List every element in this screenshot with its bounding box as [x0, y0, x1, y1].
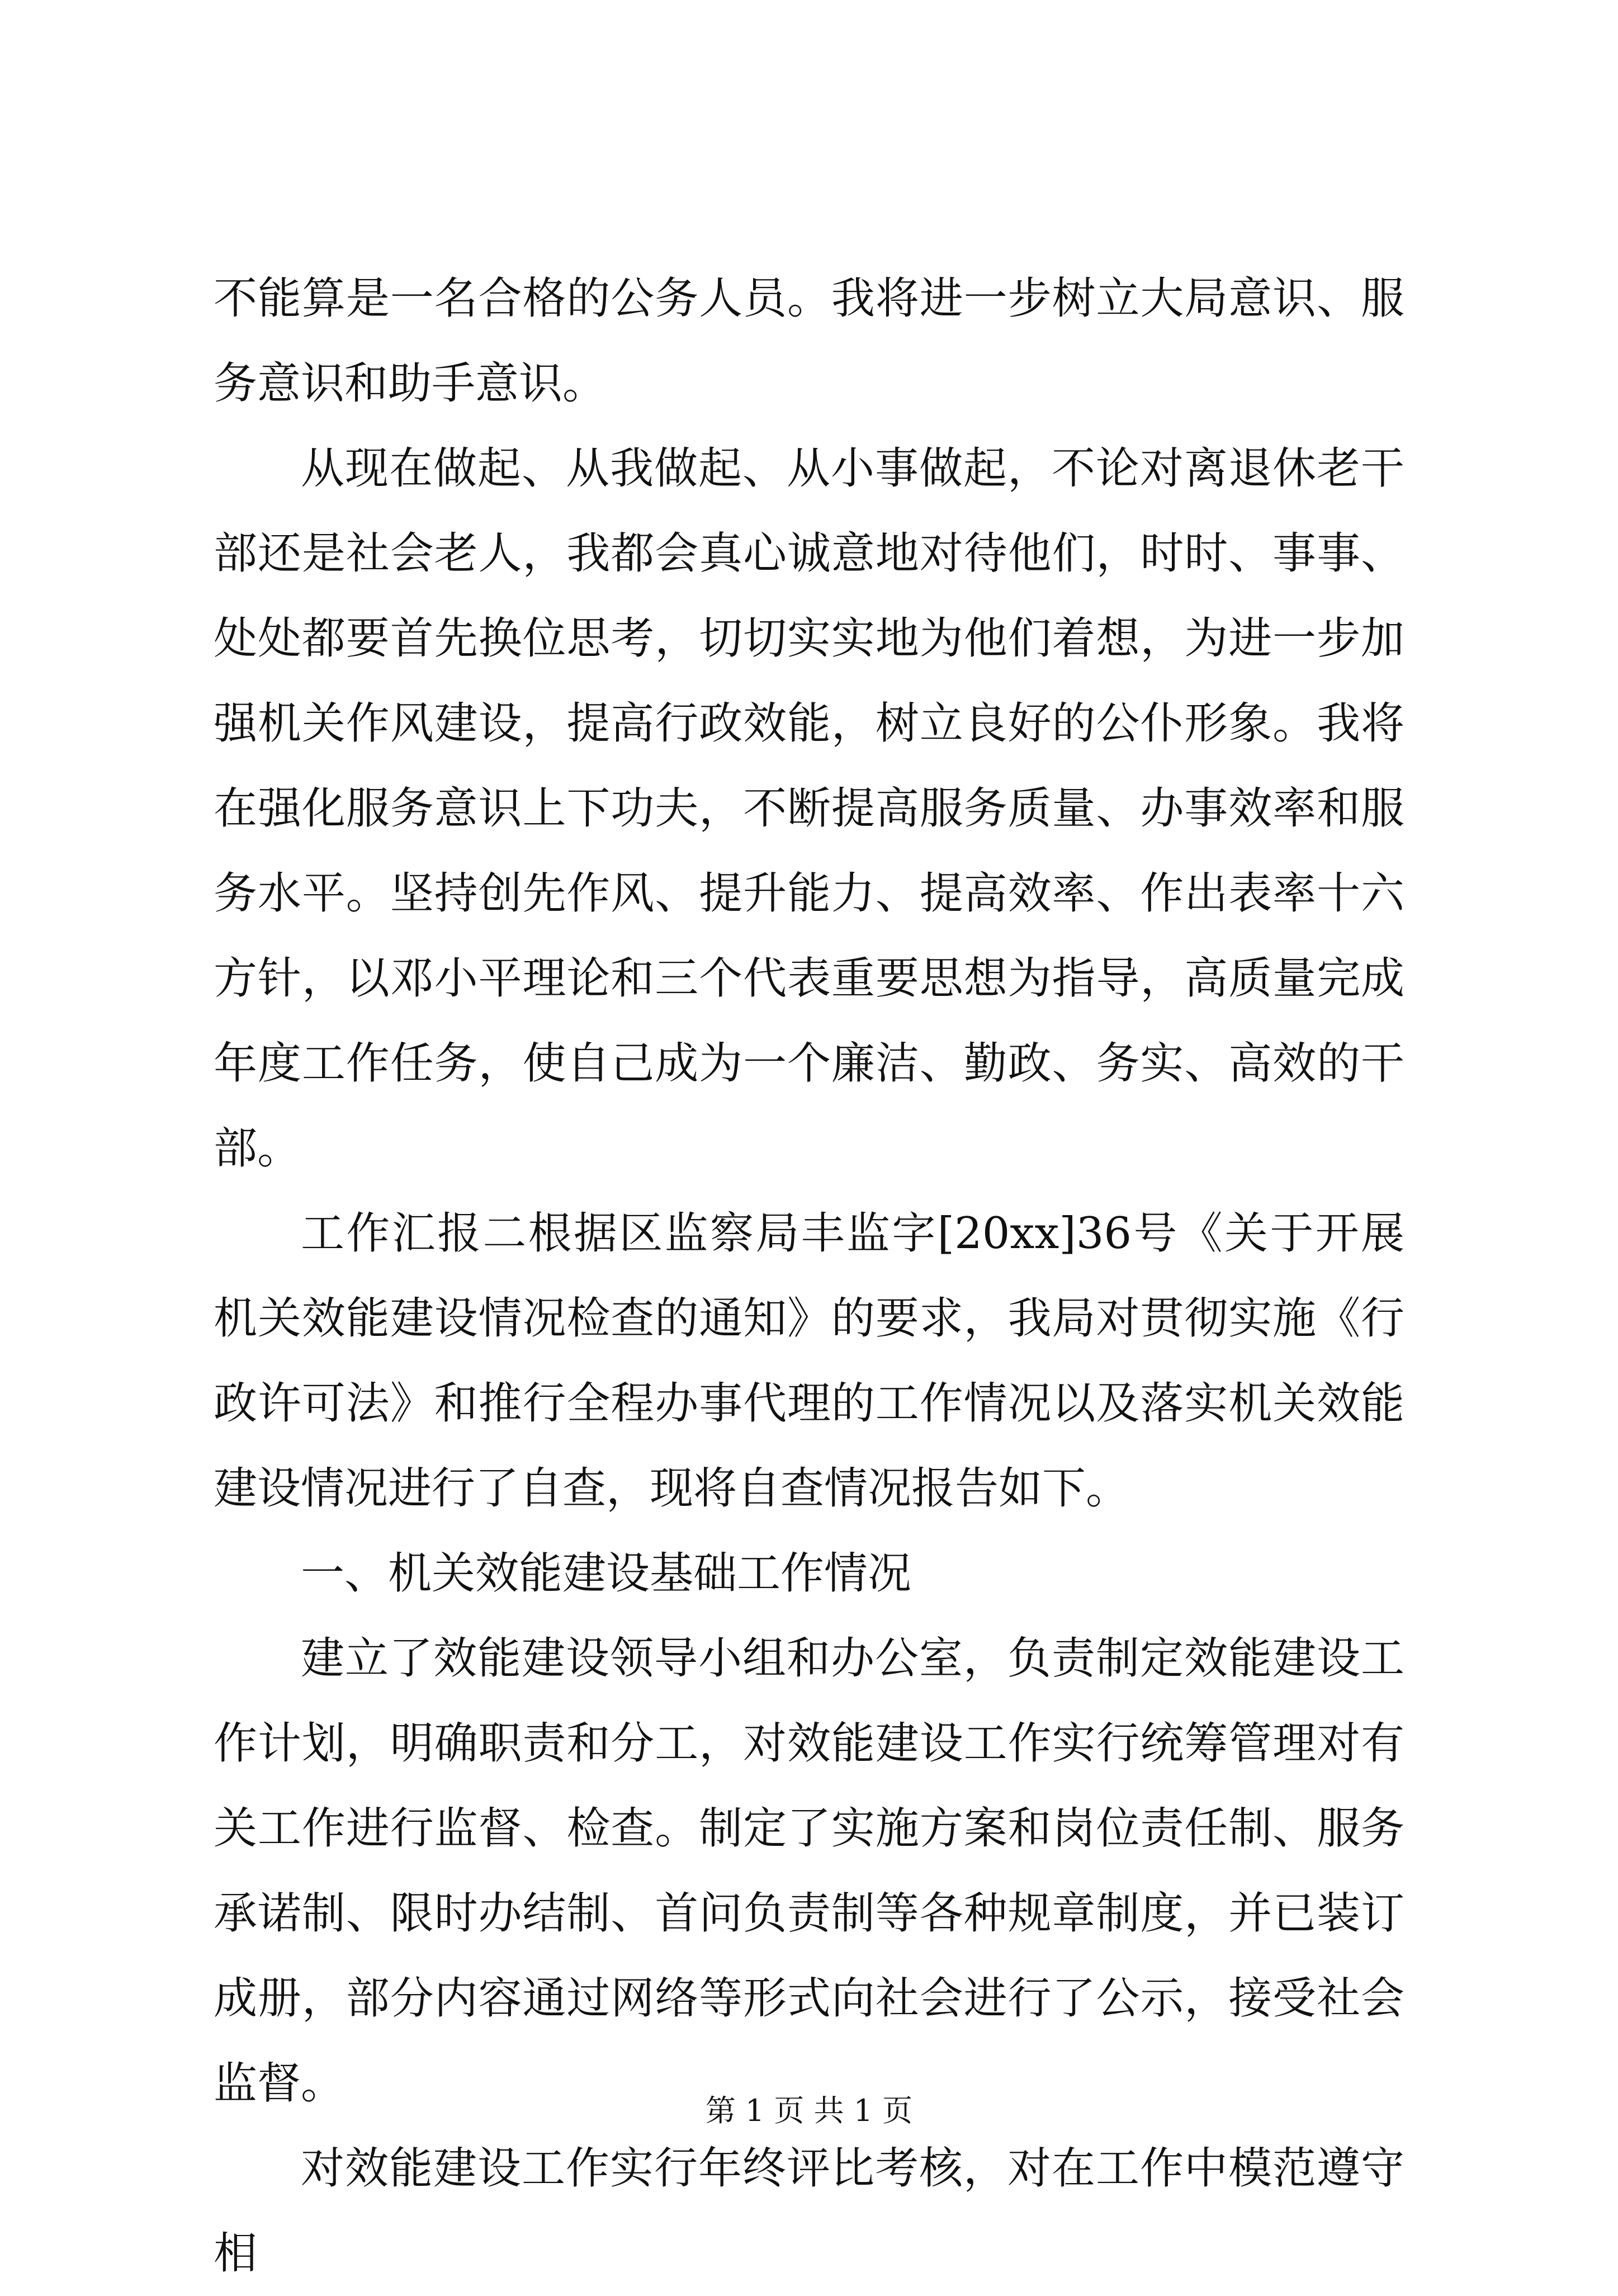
paragraph-1: 不能算是一名合格的公务人员。我将进一步树立大局意识、服务意识和助手意识。: [214, 273, 1404, 409]
document-body: [214, 256, 1404, 2296]
paragraph-3: 工作汇报二根据区监察局丰监字[20xx]36号《关于开展机关效能建设情况检查的通知》的要求，我局对贯彻实施《行政许可法》和推行全程办事代理的工作情况以及落实机关效能建设情况进行了自查，现将自查情况报告如下。: [214, 1208, 1404, 1514]
paragraph-2: 从现在做起、从我做起、从小事做起，不论对离退休老干部还是社会老人，我都会真心诚意地对待他们，时时、事事、处处都要首先换位思考，切切实实地为他们着想，为进一步加强机关作风建设，提高行政效能，树立良好的公仆形象。我将在强化服务意识上下功夫，不断提高服务质量、办事效率和服务水平。坚持创先作风、提升能力、提高效率、作出表率十六方针，以邓小平理论和三个代表重要思想为指导，高质量完成年度工作任务，使自己成为一个廉洁、勤政、务实、高效的干部。: [214, 443, 1404, 1174]
section-heading: 一、机关效能建设基础工作情况: [301, 1548, 912, 1599]
paragraph-5: 对效能建设工作实行年终评比考核，对在工作中模范遵守相: [214, 2143, 1404, 2279]
page-footer: 第 1 页 共 1 页: [705, 2093, 913, 2128]
paragraph-4: 建立了效能建设领导小组和办公室，负责制定效能建设工作计划，明确职责和分工，对效能建设工作实行统筹管理对有关工作进行监督、检查。制定了实施方案和岗位责任制、服务承诺制、限时办结制、首问负责制等各种规章制度，并已装订成册，部分内容通过网络等形式向社会进行了公示，接受社会监督。: [214, 1633, 1404, 2109]
